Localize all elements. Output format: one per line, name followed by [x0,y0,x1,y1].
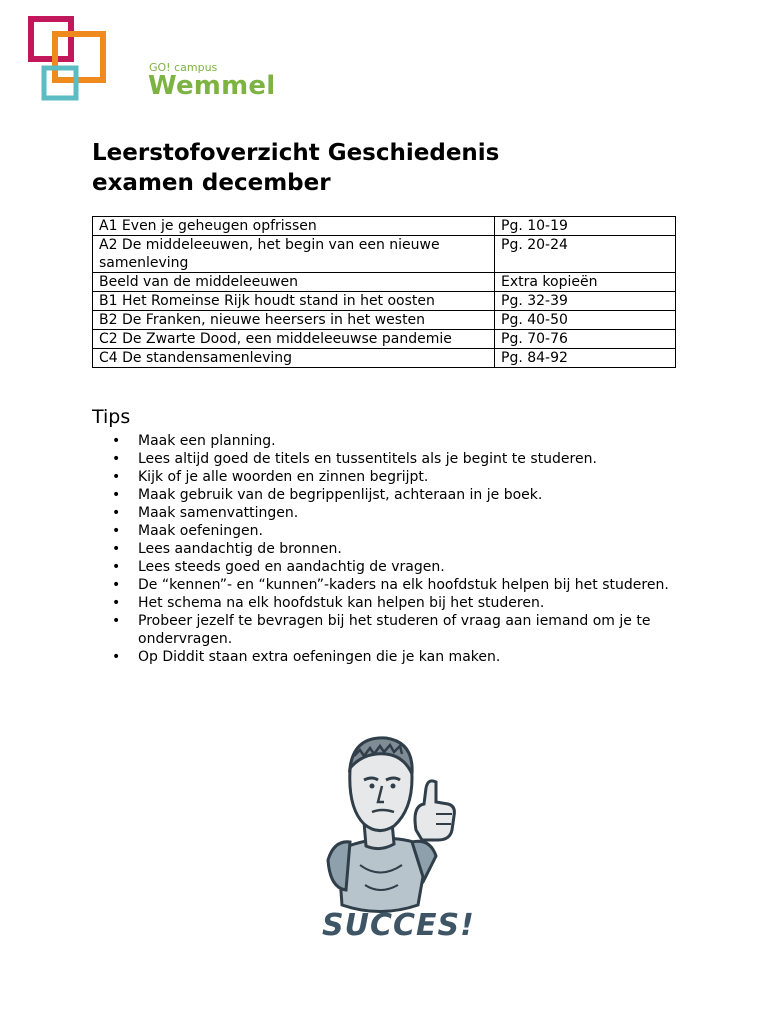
pages-cell: Pg. 70-76 [495,330,676,349]
list-item [92,450,682,468]
pages-cell: Pg. 40-50 [495,311,676,330]
bullet-icon: • [112,487,121,503]
bullet-icon: • [112,451,121,467]
pages-cell: Extra kopieën [495,273,676,292]
bullet-icon: • [112,577,121,593]
topic-cell: C2 De Zwarte Dood, een middeleeuwse pandemie [93,330,495,349]
list-item [92,612,682,648]
bullet-icon: • [112,595,121,611]
table-row [93,217,676,236]
list-item [92,558,682,576]
topic-cell: A2 De middeleeuwen, het begin van een nieuwe samenleving [93,236,495,273]
list-item [92,648,682,666]
list-item [92,486,682,504]
bullet-icon: • [112,505,121,521]
bullet-icon: • [112,523,121,539]
topic-cell: B1 Het Romeinse Rijk houdt stand in het oosten [93,292,495,311]
pages-cell: Pg. 20-24 [495,236,676,273]
bullet-icon: • [112,469,121,485]
tips-list [92,432,682,666]
overview-table [92,216,676,368]
topic-cell: A1 Even je geheugen opfrissen [93,217,495,236]
table-row [93,330,676,349]
list-item [92,504,682,522]
tip-text: De “kennen”- en “kunnen”-kaders na elk hoofdstuk helpen bij het studeren. [138,577,669,593]
tip-text: Maak een planning. [138,433,276,449]
table-row [93,273,676,292]
bullet-icon: • [112,433,121,449]
tip-text: Maak samenvattingen. [138,505,299,521]
list-item [92,468,682,486]
bullet-icon: • [112,649,121,665]
pages-cell: Pg. 32-39 [495,292,676,311]
table-row [93,236,676,273]
list-item [92,522,682,540]
table-row [93,311,676,330]
tip-text: Maak gebruik van de begrippenlijst, achteraan in je boek. [138,487,543,503]
pages-cell: Pg. 10-19 [495,217,676,236]
page-title [92,138,499,198]
topic-cell: Beeld van de middeleeuwen [93,273,495,292]
topic-cell: C4 De standensamenleving [93,349,495,368]
topic-cell: B2 De Franken, nieuwe heersers in het westen [93,311,495,330]
tip-text: Probeer jezelf te bevragen bij het studeren of vraag aan iemand om je te ondervragen. [138,613,651,647]
tip-text: Kijk of je alle woorden en zinnen begrijpt. [138,469,429,485]
tip-text: Op Diddit staan extra oefeningen die je kan maken. [138,649,501,665]
title-line-2: examen december [92,170,331,196]
list-item [92,576,682,594]
tips-heading: Tips [92,406,131,428]
tip-text: Maak oefeningen. [138,523,263,539]
bullet-icon: • [112,613,121,629]
table-row [93,349,676,368]
list-item [92,594,682,612]
tip-text: Lees aandachtig de bronnen. [138,541,342,557]
bullet-icon: • [112,541,121,557]
logo-squares-icon [28,16,138,106]
bullet-icon: • [112,559,121,575]
succes-text: SUCCES! [322,908,475,943]
logo-subtitle: GO! campus [149,61,218,74]
tip-text: Lees steeds goed en aandachtig de vragen. [138,559,445,575]
logo-name: Wemmel [148,71,276,101]
list-item [92,540,682,558]
tip-text: Het schema na elk hoofdstuk kan helpen bij het studeren. [138,595,545,611]
school-logo [28,16,276,106]
pages-cell: Pg. 84-92 [495,349,676,368]
list-item [92,432,682,450]
table-row [93,292,676,311]
tip-text: Lees altijd goed de titels en tussentitels als je begint te studeren. [138,451,597,467]
title-line-1: Leerstofoverzicht Geschiedenis [92,140,500,166]
